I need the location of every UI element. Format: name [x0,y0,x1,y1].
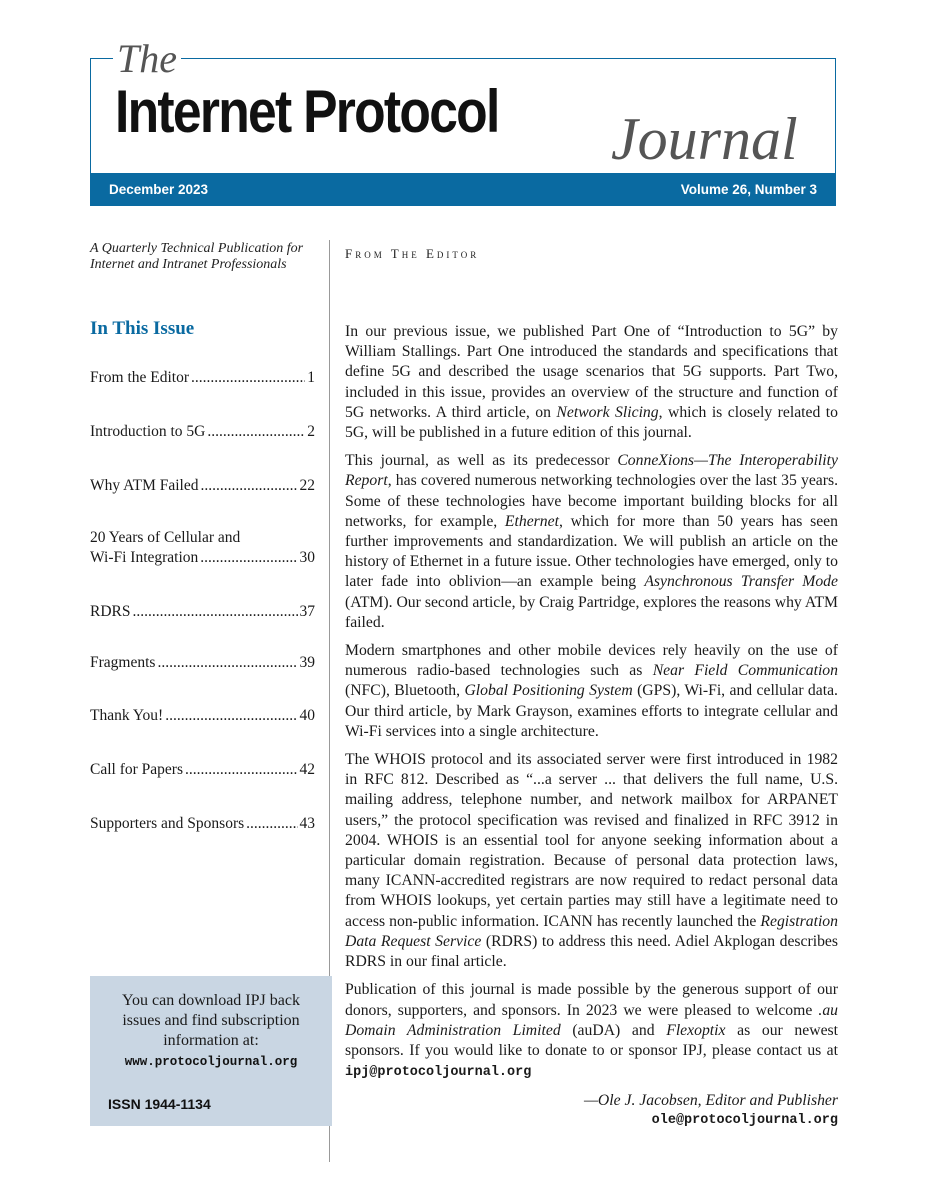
editorial-article [345,322,838,1131]
toc-entry-cellular-wifi[interactable] [90,528,315,568]
toc-entry-from-the-editor[interactable] [90,368,315,388]
issue-date: December 2023 [109,181,209,197]
paragraph-1: In our previous issue, we published Part One of “Introduction to 5G” by William Stallings. Part One introduced the standards and specifications that define 5G and described the usage scenarios that 5G supports. Part Two, included in this issue, provides an overview of the structure and function of 5G networks. A third article, on Network Slicing, which is closely related to 5G, will be published in a future edition of this journal. [345,323,838,442]
paragraph-2: This journal, as well as its predecessor ConneXions—The Interoperability Report, has covered numerous networking technologies over the last 35 years. Some of these technologies have become important building blocks for all networks, for example, Ethernet, which for more than 50 years has seen further improvements and standardization. We will publish an article on the history of Ethernet in a future issue. Other technologies have emerged, only to later fade into oblivion—an example being Asynchronous Transfer Mode (ATM). Our second article, by Craig Partridge, explores the reasons why ATM failed. [345,452,838,631]
masthead-journal: Journal [611,106,798,172]
paragraph-5: Publication of this journal is made possible by the generous support of our donors, supporters, and sponsors. In 2023 we were pleased to welcome .au Domain Administration Limited (auDA) and Flexoptix as our newest sponsors. If you would like to donate to or sponsor IPJ, please contact us at ipj@protocoljournal.org [345,981,838,1081]
website-link[interactable]: www.protocoljournal.org [124,1055,298,1069]
toc-entry-rdrs[interactable] [90,602,315,622]
toc-entry-title: From the Editor [90,369,190,386]
toc-entry-title: Introduction to 5G [90,423,206,440]
paragraph-3: Modern smartphones and other mobile devices rely heavily on the use of numerous radio-based technologies such as Near Field Communication (NFC), Bluetooth, Global Positioning System (GPS), Wi-Fi, and cellular data. Our third article, by Mark Grayson, examines efforts to integrate cellular and Wi-Fi services into a single architecture. [345,642,838,740]
issn-label: ISSN 1944-1134 [108,1096,211,1112]
toc-entry-title: Wi-Fi Integration [90,549,199,566]
tagline: A Quarterly Technical Publication for Internet and Intranet Professionals [90,241,304,272]
masthead-title: Internet Protocol [115,78,499,145]
issue-volume: Volume 26, Number 3 [680,181,817,197]
toc-entry-title: Call for Papers [90,761,183,778]
download-info-text: You can download IPJ back issues and find subscription information at: [122,992,300,1049]
toc-entry-thank-you[interactable] [90,706,315,726]
toc-entry-supporters-and-sponsors[interactable] [90,814,315,834]
toc-entry-title: RDRS [90,603,131,620]
toc-entry-page: 39 [299,654,315,671]
toc-entry-page: 37 [299,603,315,620]
toc-entry-page: 40 [299,707,315,724]
toc-entry-page: 22 [299,477,315,494]
toc-entry-page: 30 [299,549,315,566]
toc-entry-why-atm-failed[interactable] [90,476,315,496]
issue-bar [91,173,835,205]
toc-entry-title-line1: 20 Years of Cellular and [90,529,241,546]
signature-email-link[interactable]: ole@protocoljournal.org [651,1113,838,1129]
masthead-the: The [113,39,181,79]
toc-entry-title: Supporters and Sponsors [90,815,245,832]
toc-entry-introduction-to-5g[interactable] [90,422,315,442]
toc-entry-page: 2 [307,423,315,440]
signature: —Ole J. Jacobsen, Editor and Publisher [583,1092,838,1110]
toc-heading: In This Issue [90,318,195,339]
toc-entry-title: Why ATM Failed [90,477,199,494]
toc-entry-title: Fragments [90,654,156,671]
toc-entry-page: 43 [299,815,315,832]
paragraph-4: The WHOIS protocol and its associated server were first introduced in 1982 in RFC 812. Described as “...a server ... that delivers the full name, U.S. mailing address, telephone number, and network mailbox for ARPANET users,” the protocol specification was revised and finalized in RFC 3912 in 2004. WHOIS is an essential tool for anyone seeking information about a particular domain registration. Because of personal data protection laws, many ICANN-accredited registrars are now required to redact personal data from WHOIS lookups, yet certain parties may still have a legitimate need to access non-public information. ICANN has recently launched the Registration Data Request Service (RDRS) to address this need. Adiel Akplogan describes RDRS in our final article. [345,751,838,971]
download-info-box [90,976,332,1126]
toc-entry-title: Thank You! [90,707,164,724]
contact-email-link[interactable]: ipj@protocoljournal.org [345,1065,532,1081]
section-label: From The Editor [345,246,480,261]
toc-entry-page: 1 [307,369,315,386]
toc-entry-page: 42 [299,761,315,778]
toc-entry-call-for-papers[interactable] [90,760,315,780]
masthead [90,36,836,206]
toc-entry-fragments[interactable] [90,653,315,673]
